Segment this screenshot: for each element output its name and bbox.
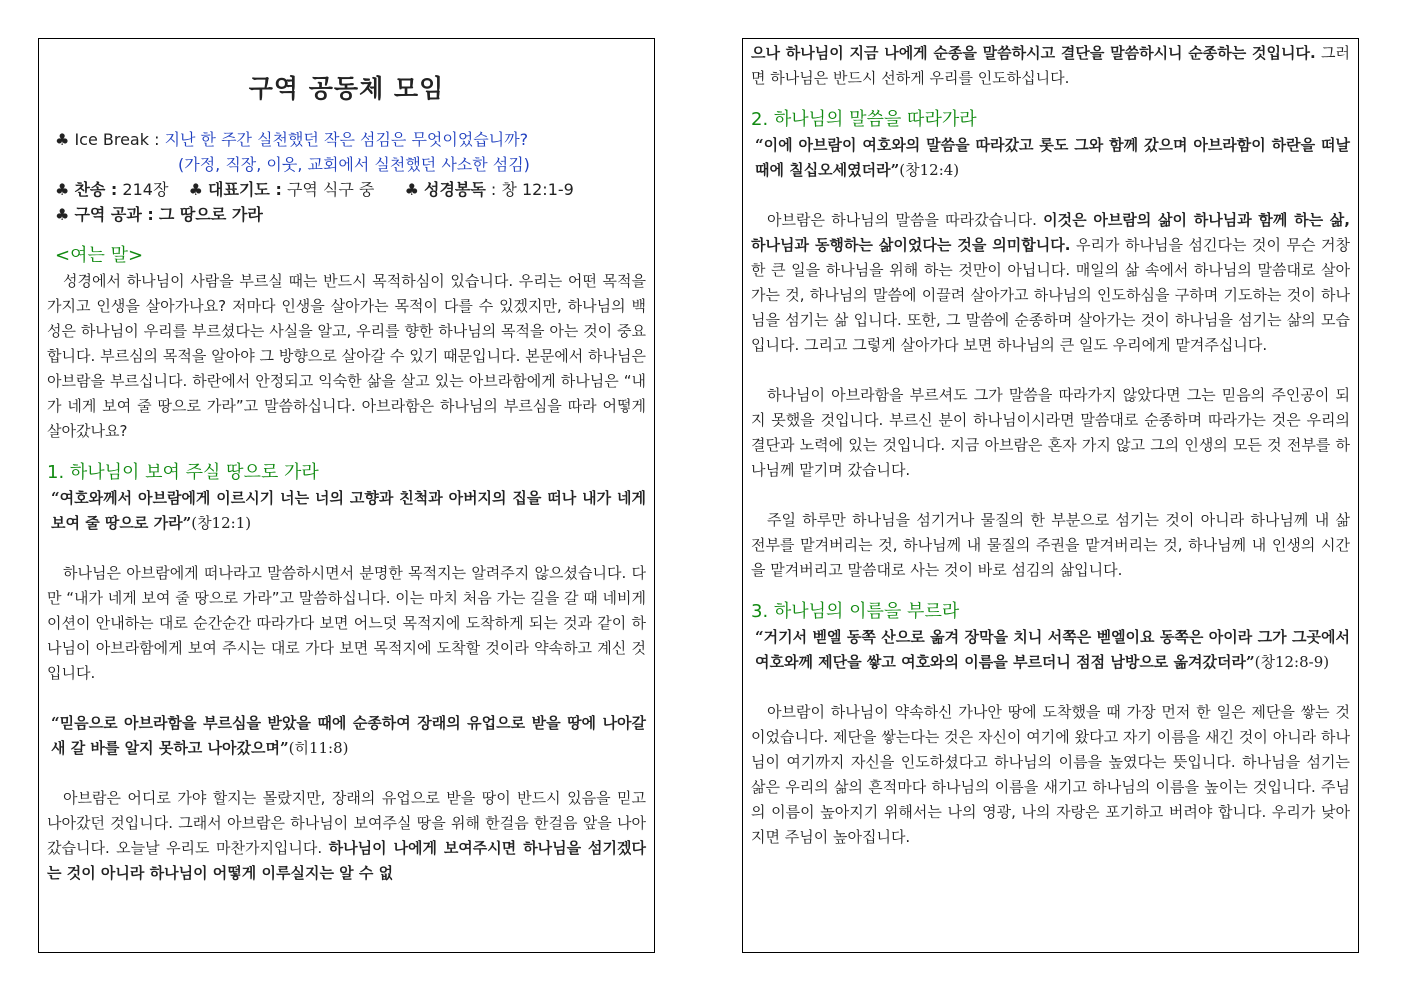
order-row: ♣ 찬송 : 214장 ♣ 대표기도 : 구역 식구 중 ♣ 성경봉독 : 창 12:1-9 xyxy=(55,180,574,199)
section-2-paragraph-2: 하나님이 아브라함을 부르셔도 그가 말씀을 따라가지 않았다면 그는 믿음의 주인공이 되지 못했을 것입니다. 부르신 분이 하나님이시라면 말씀대로 순종하며 따라가는 것은 우리의 결단과 노력에 있는 것입니다. 지금 아브람은 혼자 가지 않고 그의 인생의 모든 것 전부를 하나님께 맡기며 갔습니다. xyxy=(751,386,1350,479)
right-page xyxy=(742,38,1359,953)
paragraph-text: 아브람은 하나님의 말씀을 따라갔습니다. xyxy=(767,211,1037,229)
section-2-verse xyxy=(751,133,1350,183)
section-3-paragraph-1: 아브람이 하나님이 약속하신 가나안 땅에 도착했을 때 가장 먼저 한 일은 제단을 쌓는 것이었습니다. 제단을 쌓는다는 것은 자신이 여기에 왔다고 자기 이름을 새긴 것이 아니라 하나님이 여기까지 자신을 인도하셨다고 하나님의 이름을 높였다는 뜻입니다. 하나님을 섬기는 삶은 우리의 삶의 흔적마다 하나님의 이름을 새기고 하나님의 이름을 높이는 것입니다. 주님의 이름이 높아지기 위해서는 나의 영광, 나의 자랑은 포기하고 버려야 합니다. 우리가 낮아지면 주님이 높아집니다. xyxy=(751,703,1350,846)
intro-paragraph: 성경에서 하나님이 사람을 부르실 때는 반드시 목적하심이 있습니다. 우리는 어떤 목적을 가지고 인생을 살아가나요? 저마다 인생을 살아가는 목적이 다를 수 있겠지만, 하나님의 백성은 하나님이 우리를 부르셨다는 사실을 알고, 우리를 향한 하나님의 목적을 아는 것이 중요합니다. 부르심의 목적을 알아야 그 방향으로 살아갈 수 있기 때문입니다. 본문에서 하나님은 아브람을 부르십니다. 하란에서 안정되고 익숙한 삶을 살고 있는 아브라함에게 하나님은 “내가 네게 보여 줄 땅으로 가라”고 말씀하십니다. 아브라함은 하나님의 부르심을 따라 어떻게 살아갔나요? xyxy=(47,272,646,440)
icebreak-row: ♣ Ice Break : 지난 한 주간 실천했던 작은 섬김은 무엇이었습니까? xyxy=(55,130,529,149)
section-3-verse xyxy=(751,625,1350,675)
page-title: 구역 공동체 모임 xyxy=(248,74,445,103)
lesson-value: 그 땅으로 가라 xyxy=(158,205,263,224)
verse-reference: (창12:8-9) xyxy=(1254,653,1330,671)
section-2-paragraph-1 xyxy=(751,208,1350,358)
section-1-heading: 1. 하나님이 보여 주실 땅으로 가라 xyxy=(47,462,319,483)
verse-text: “여호와께서 아브람에게 이르시기 너는 너의 고향과 친척과 아버지의 집을 떠나 내가 네게 보여 줄 땅으로 가라” xyxy=(51,489,646,532)
prayer-value: 구역 식구 중 xyxy=(286,180,375,199)
verse-text: “믿음으로 아브라함을 부르심을 받았을 때에 순종하여 장래의 유업으로 받을 땅에 나아갈 새 갈 바를 알지 못하고 나아갔으며” xyxy=(51,714,646,757)
paragraph-text: 그러면 하나님은 반드시 선하게 우리를 인도하십니다. xyxy=(751,44,1350,87)
section-2-paragraph-3: 주일 하루만 하나님을 섬기거나 물질의 한 부분으로 섬기는 것이 아니라 하나님께 내 삶 전부를 맡겨버리는 것, 하나님께 내 물질의 주권을 맡겨버리는 것, 하나님께 내 인생의 시간을 맡겨버리고 말씀대로 사는 것이 바로 섬김의 삶입니다. xyxy=(751,511,1350,579)
club-icon: ♣ xyxy=(55,180,70,199)
continued-paragraph xyxy=(751,41,1350,91)
left-page xyxy=(38,38,655,953)
reading-label: 성경봉독 xyxy=(424,180,486,199)
verse-text: “거기서 벧엘 동쪽 산으로 옮겨 장막을 치니 서쪽은 벧엘이요 동쪽은 아이라 그가 그곳에서 여호와께 제단을 쌓고 여호와의 이름을 부르더니 점점 남방으로 옮겨갔더라” xyxy=(755,628,1350,671)
paragraph-emphasis: 이것은 아브람의 삶이 하나님과 함께 하는 삶, 하나님과 동행하는 삶이었다는 것을 의미합니다. xyxy=(751,211,1350,254)
section-1-paragraph-2 xyxy=(47,786,646,886)
icebreak-question-detail: (가정, 직장, 이웃, 교회에서 실천했던 사소한 섬김) xyxy=(178,155,530,174)
prayer-label: 대표기도 : xyxy=(208,180,282,199)
icebreak-row-2 xyxy=(55,152,646,177)
hymn-label: 찬송 : xyxy=(74,180,118,199)
club-icon: ♣ xyxy=(55,205,70,224)
paragraph-emphasis: 으나 하나님이 지금 나에게 순종을 말씀하시고 결단을 말씀하시니 순종하는 것입니다. xyxy=(751,44,1316,62)
icebreak-label: Ice Break xyxy=(74,130,149,149)
paragraph-text: 우리가 하나님을 섬긴다는 것이 무슨 거창한 큰 일을 하나님을 위해 하는 것만이 아닙니다. 매일의 삶 속에서 하나님의 말씀대로 살아가는 것, 하나님의 말씀에 이끌려 살아가고 하나님의 인도하심을 구하며 기도하는 것이 하나님을 섬기는 삶 입니다. 또한, 그 말씀에 순종하며 살아가는 것이 하나님을 섬기는 삶의 모습입니다. 그리고 그렇게 살아가다 보면 하나님의 큰 일도 우리에게 맡겨주십니다. xyxy=(751,236,1350,354)
section-3-heading: 3. 하나님의 이름을 부르라 xyxy=(751,601,960,622)
intro-heading: <여는 말> xyxy=(55,245,144,266)
club-icon: ♣ xyxy=(404,180,419,199)
section-1-verse-2 xyxy=(47,711,646,761)
hymn-value: 214장 xyxy=(122,180,169,199)
paragraph-text: 아브람은 어디로 가야 할지는 몰랐지만, 장래의 유업으로 받을 땅이 반드시 있음을 믿고 나아갔던 것입니다. 그래서 아브람은 하나님이 보여주실 땅을 위해 한걸음 한걸음 앞을 나아갔습니다. 오늘날 우리도 마찬가지입니다. xyxy=(47,789,646,857)
reading-value: 창 12:1-9 xyxy=(501,180,574,199)
lesson-row xyxy=(55,202,646,227)
section-2-heading: 2. 하나님의 말씀을 따라가라 xyxy=(751,109,977,130)
section-1-paragraph-1: 하나님은 아브람에게 떠나라고 말씀하시면서 분명한 목적지는 알려주지 않으셨습니다. 다만 “내가 네게 보여 줄 땅으로 가라”고 말씀하십니다. 이는 마치 처음 가는 길을 갈 때 네비게이션이 안내하는 대로 순간순간 따라가다 보면 어느덧 목적지에 도착하게 되는 것과 같이 하나님이 아브라함에게 보여 주시는 대로 가다 보면 목적지에 도착할 것이라 약속하고 계신 것입니다. xyxy=(47,564,646,682)
paragraph-emphasis: 하나님이 나에게 보여주시면 하나님을 섬기겠다는 것이 아니라 하나님이 어떻게 이루실지는 알 수 없 xyxy=(47,839,646,882)
club-icon: ♣ xyxy=(188,180,203,199)
icebreak-question: 지난 한 주간 실천했던 작은 섬김은 무엇이었습니까? xyxy=(164,130,529,149)
verse-reference: (창12:1) xyxy=(191,514,252,532)
club-icon: ♣ xyxy=(55,130,70,149)
lesson-label: 구역 공과 : xyxy=(74,205,154,224)
verse-text: “이에 아브람이 여호와의 말씀을 따라갔고 롯도 그와 함께 갔으며 아브라함이 하란을 떠날 때에 칠십오세였더라” xyxy=(755,136,1350,179)
meeting-info xyxy=(55,127,646,227)
verse-reference: (히11:8) xyxy=(288,739,349,757)
verse-reference: (창12:4) xyxy=(899,161,960,179)
section-1-verse xyxy=(47,486,646,536)
